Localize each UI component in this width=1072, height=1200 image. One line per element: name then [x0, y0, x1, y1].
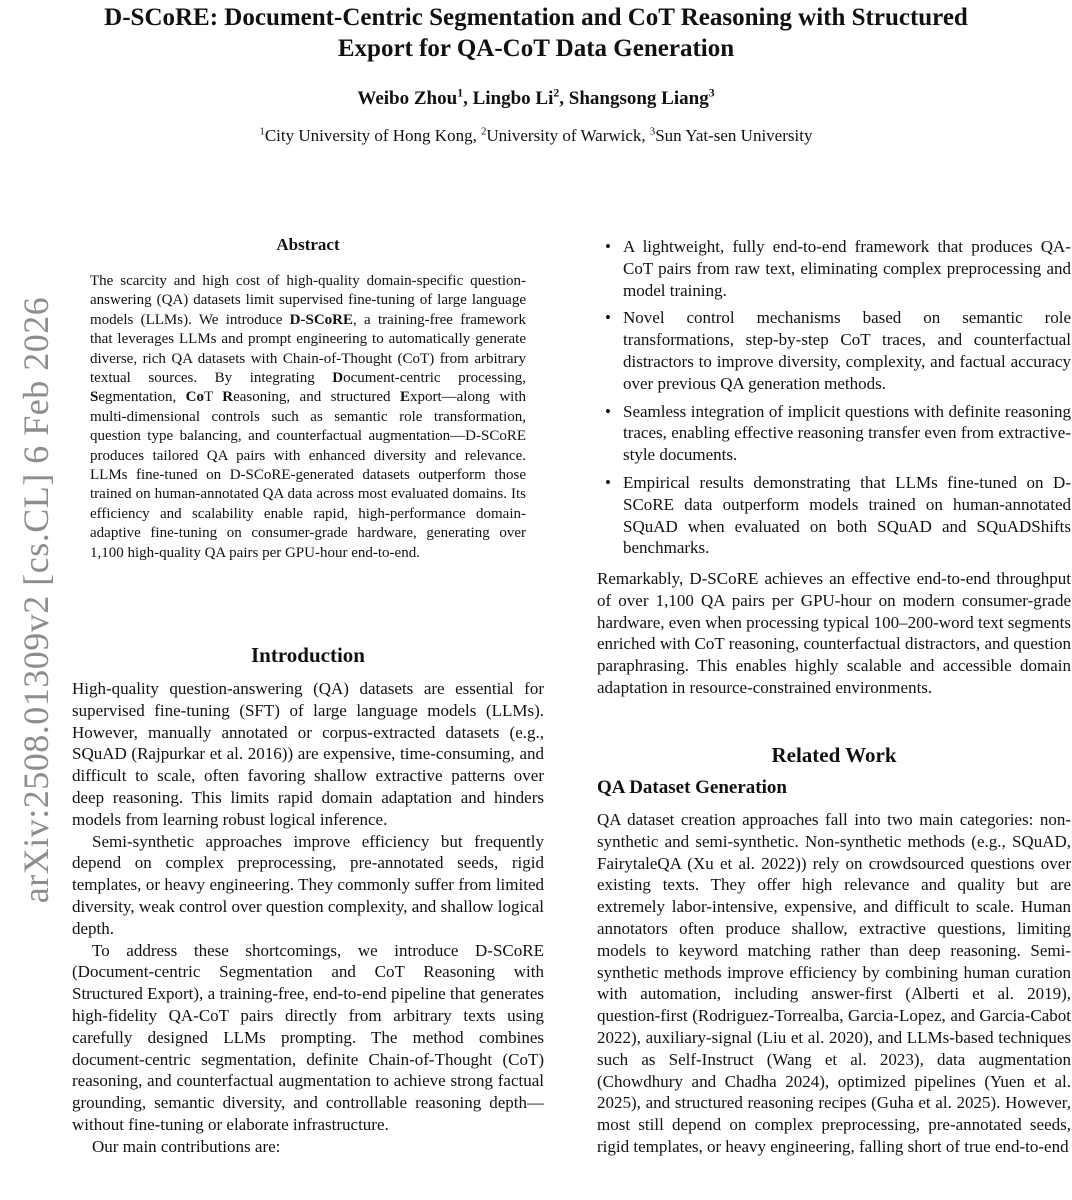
abstract-text: xport—along with multi-dimensional controls such as semantic role transformation, question type balancing, and counterfactual augmentation—D-SCoRE produces tailored QA pairs with enhanced diversity and relevance. LLMs fine-tuned on D-SCoRE-generated datasets outperform those trained on human-annotated QA data across most evaluated domains. Its efficiency and scalability enable rapid, high-performance domain-adaptive fine-tuning on consumer-grade hardware, generating over 1,100 high-quality QA pairs per GPU-hour end-to-end. [90, 389, 526, 561]
paper-title: D-SCoRE: Document-Centric Segmentation and CoT Reasoning with Structured Export for QA-CoT Data Generation [104, 4, 968, 62]
related-work-body [597, 809, 1071, 1158]
affiliation-name: City University of Hong Kong [264, 126, 473, 145]
bullet-icon: • [605, 401, 611, 421]
author-name: Lingbo Li [472, 88, 554, 109]
contribution-text: Seamless integration of implicit questions with definite reasoning traces, enabling effective reasoning transfer even from extractive-style documents. [623, 401, 1071, 465]
abstract-text: The scarcity and high cost of high-quality domain-specific question-answering (QA) datasets limit supervised fine-tuning of large language models (LLMs). We introduce [90, 273, 526, 328]
abstract-text: egmentation, [98, 389, 186, 406]
affil-mark: 1 [259, 126, 265, 138]
acronym-letter: S [90, 389, 99, 406]
related-work-paragraph: QA dataset creation approaches fall into two main categories: non-synthetic and semi-synthetic. Non-synthetic methods (e.g., SQuAD, FairytaleQA (Xu et al. 2022)) rely on crowdsourced questions over existing texts. They offer high relevance and quality but are extremely labor-intensive, expensive, and difficult to scale. Human annotators often produce shallow, extractive questions, limiting models to keyword matching rather than deep reasoning. Semi-synthetic methods improve efficiency by combining human curation with automation, including answer-first (Alberti et al. 2019), question-first (Rodriguez-Torrealba, Garcia-Lopez, and Garcia-Cabot 2022), auxiliary-signal (Liu et al. 2020), and LLMs-based techniques such as Self-Instruct (Wang et al. 2023), data augmentation (Chowdhury and Chadha 2024), optimized pipelines (Yuen et al. 2025), and structured reasoning recipes (Guha et al. 2025). However, most still depend on complex preprocessing, pre-annotated seeds, rigid templates, or heavy engineering, falling short of true end-to-end [597, 810, 1071, 1156]
contribution-text: A lightweight, fully end-to-end framework that produces QA-CoT pairs from raw text, eliminating complex preprocessing and model training. [623, 237, 1071, 300]
acronym-letter: D [332, 370, 344, 387]
author-affil-mark: 3 [708, 86, 715, 100]
contribution-text: Empirical results demonstrating that LLMs fine-tuned on D-SCoRE data outperform models trained on human-annotated SQuAD when evaluated on both SQuAD and SQuADShifts benchmarks. [623, 472, 1071, 558]
contributions-list [597, 236, 1071, 565]
abstract-text: , a training-free framework that leverages LLMs and prompt engineering to automatically generate diverse, rich QA datasets with Chain-of-Thought (CoT) from arbitrary textual sources. By integrating [90, 311, 527, 387]
abstract-text: easoning, and structured [233, 389, 400, 406]
abstract-text: T [203, 389, 223, 406]
framework-name: D-SCoRE [289, 311, 354, 328]
intro-paragraph: High-quality question-answering (QA) datasets are essential for supervised fine-tuning (SFT) of large language models (LLMs). However, manually annotated or corpus-extracted datasets (e.g., SQuAD (Rajpurkar et al. 2016)) are expensive, time-consuming, and difficult to scale, often favoring shallow extractive patterns over deep reasoning. This limits rapid domain adaptation and hinders models from learning robust logical inference. [72, 679, 544, 829]
acronym-letter: Co [185, 389, 204, 406]
introduction-heading: Introduction [251, 643, 365, 667]
remark-paragraph [597, 568, 1071, 699]
author-list: Weibo Zhou$^1$, Lingbo Li$^2$, Shangsong Liang$^3$ [357, 86, 715, 109]
arxiv-identifier: arXiv:2508.01309v2 [cs.CL] 6 Feb 2026 [16, 296, 56, 904]
intro-paragraph: Semi-synthetic approaches improve efficiency but frequently depend on complex preprocessing, pre-annotated seeds, rigid templates, or heavy engineering. They commonly suffer from limited diversity, weak control over question complexity, and shallow logical depth. [72, 831, 544, 938]
abstract-text: ocument-centric processing, [343, 370, 526, 387]
qa-dataset-generation-heading: QA Dataset Generation [597, 777, 787, 798]
abstract-body [90, 272, 526, 563]
intro-paragraph: To address these shortcomings, we introduce D-SCoRE (Document-centric Segmentation and CoT Reasoning with Structured Export), a training-free, end-to-end pipeline that generates high-fidelity QA-CoT pairs directly from arbitrary texts using carefully designed LLMs prompting. The method combines document-centric segmentation, definite Chain-of-Thought (CoT) reasoning, and counterfactual augmentation to achieve strong factual grounding, semantic diversity, and controllable reasoning depth—without fine-tuning or elaborate infrastructure. [72, 940, 544, 1134]
bullet-icon: • [605, 237, 611, 256]
abstract-heading: Abstract [276, 235, 340, 254]
affil-mark: 2 [481, 126, 487, 138]
remark-text: Remarkably, D-SCoRE achieves an effective end-to-end throughput of over 1,100 QA pairs per GPU-hour on modern consumer-grade hardware, even when processing typical 100–200-word text segments enriched with CoT reasoning, counterfactual distractors, and question paraphrasing. This enables highly scalable and accessible domain adaptation in resource-constrained environments. [597, 569, 1071, 697]
affiliation-name: Sun Yat-sen University [655, 126, 813, 145]
author-name: Weibo Zhou [357, 88, 458, 109]
contribution-item [597, 401, 1071, 466]
bullet-icon: • [605, 308, 611, 328]
contribution-item [597, 472, 1071, 559]
acronym-letter: E [399, 389, 410, 406]
affiliation-name: University of Warwick [486, 126, 642, 145]
introduction-body [72, 678, 544, 1158]
author-affil-mark: 2 [553, 86, 560, 100]
abstract-paragraph [90, 272, 526, 563]
affil-mark: 3 [649, 126, 656, 138]
intro-paragraph: Our main contributions are: [92, 1136, 281, 1156]
contribution-item [597, 307, 1071, 394]
author-affil-mark: 1 [457, 86, 464, 100]
related-work-heading: Related Work [771, 743, 897, 767]
contribution-item [597, 236, 1071, 301]
contribution-text: Novel control mechanisms based on semantic role transformations, step-by-step CoT traces, and counterfactual distractors to improve diversity, complexity, and factual accuracy over previous QA generation methods. [623, 308, 1071, 393]
affiliation-list: $^1$City University of Hong Kong, $^2$University of Warwick, $^3$Sun Yat-sen University [259, 126, 813, 145]
author-name: Shangsong Liang [568, 88, 709, 109]
bullet-icon: • [605, 472, 611, 492]
acronym-letter: R [222, 389, 234, 406]
